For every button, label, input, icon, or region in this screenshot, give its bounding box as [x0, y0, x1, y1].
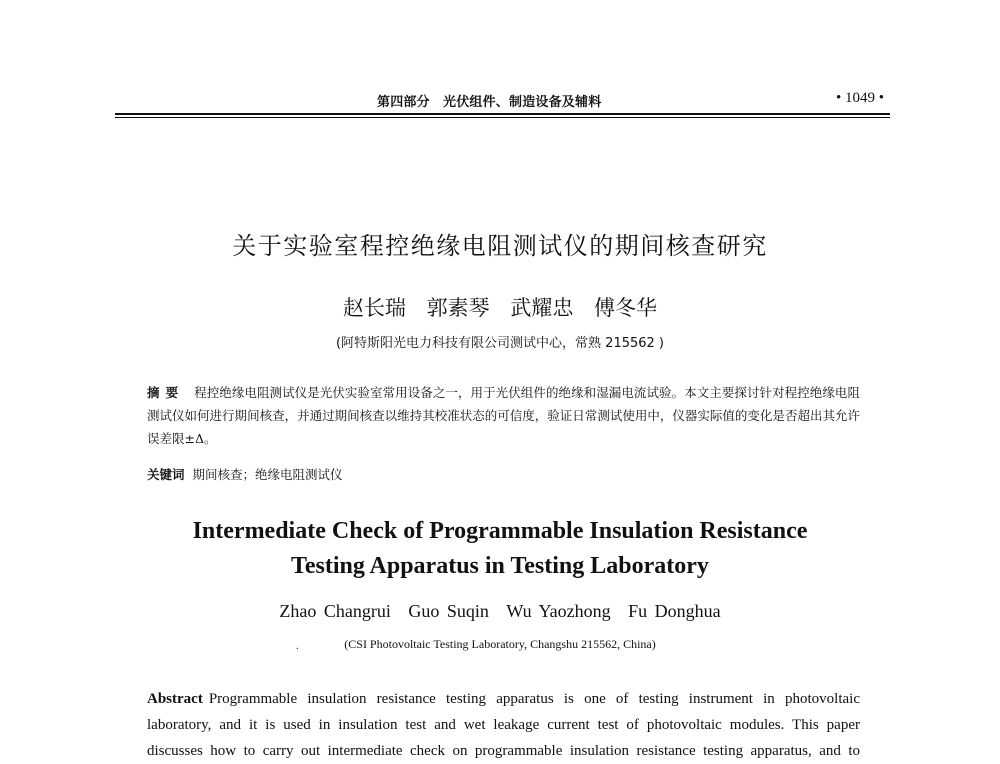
chinese-abstract-text: 程控绝缘电阻测试仪是光伏实验室常用设备之一，用于光伏组件的绝缘和湿漏电流试验。本文主要探讨针对程控绝缘电阻测试仪如何进行期间核查，并通过期间核查以维持其校准状态的可信度，验证日常测试使用中，仪器实际值的变化是否超出其允许误差限±Δ。	[147, 385, 860, 446]
chinese-author: 武耀忠	[510, 296, 574, 320]
chinese-abstract	[147, 381, 860, 450]
chinese-title: 关于实验室程控绝缘电阻测试仪的期间核查研究	[232, 232, 768, 260]
chinese-author: 傅冬华	[594, 296, 658, 320]
english-abstract-line: laboratory, and it is used in insulation test and wet leakage current test of photovoltaic modules. This paper	[147, 717, 860, 733]
english-abstract-text: Programmable insulation resistance testing apparatus is one of testing instrument in photovoltaic	[208, 691, 860, 707]
english-abstract	[147, 686, 860, 764]
english-author: Fu Donghua	[628, 601, 721, 621]
english-affiliation: (CSI Photovoltaic Testing Laboratory, Changshu 215562, China)	[344, 637, 656, 651]
chinese-keywords-text: 期间核查；绝缘电阻测试仪	[192, 467, 343, 482]
chinese-abstract-label: 摘要	[147, 385, 185, 400]
chinese-keywords-label: 关键词	[147, 467, 185, 482]
header-page-number: • 1049 •	[835, 90, 884, 106]
english-authors	[0, 601, 1000, 622]
header-rule-thin	[115, 117, 890, 118]
english-abstract-line	[147, 686, 860, 712]
english-author: Wu Yaozhong	[506, 601, 611, 621]
english-author: Zhao Changrui	[279, 601, 391, 621]
english-author: Guo Suqin	[408, 601, 489, 621]
chinese-author: 赵长瑞	[342, 296, 406, 320]
english-abstract-line: discusses how to carry out intermediate check on programmable insulation resistance testing apparatus, and to	[147, 743, 860, 759]
english-title-line-2: Testing Apparatus in Testing Laboratory	[291, 553, 709, 579]
stray-mark: .	[296, 641, 299, 652]
chinese-affiliation: (阿特斯阳光电力科技有限公司测试中心，常熟 215562 )	[335, 336, 665, 351]
chinese-author: 郭素琴	[426, 296, 490, 320]
chinese-authors	[0, 292, 1000, 322]
header-rule-thick	[115, 113, 890, 115]
header-section-title: 第四部分 光伏组件、制造设备及辅料	[377, 95, 602, 110]
english-title-line-1: Intermediate Check of Programmable Insulation Resistance	[192, 518, 808, 544]
chinese-keywords	[147, 465, 860, 483]
english-abstract-label: Abstract	[147, 691, 203, 707]
running-header	[115, 91, 890, 111]
